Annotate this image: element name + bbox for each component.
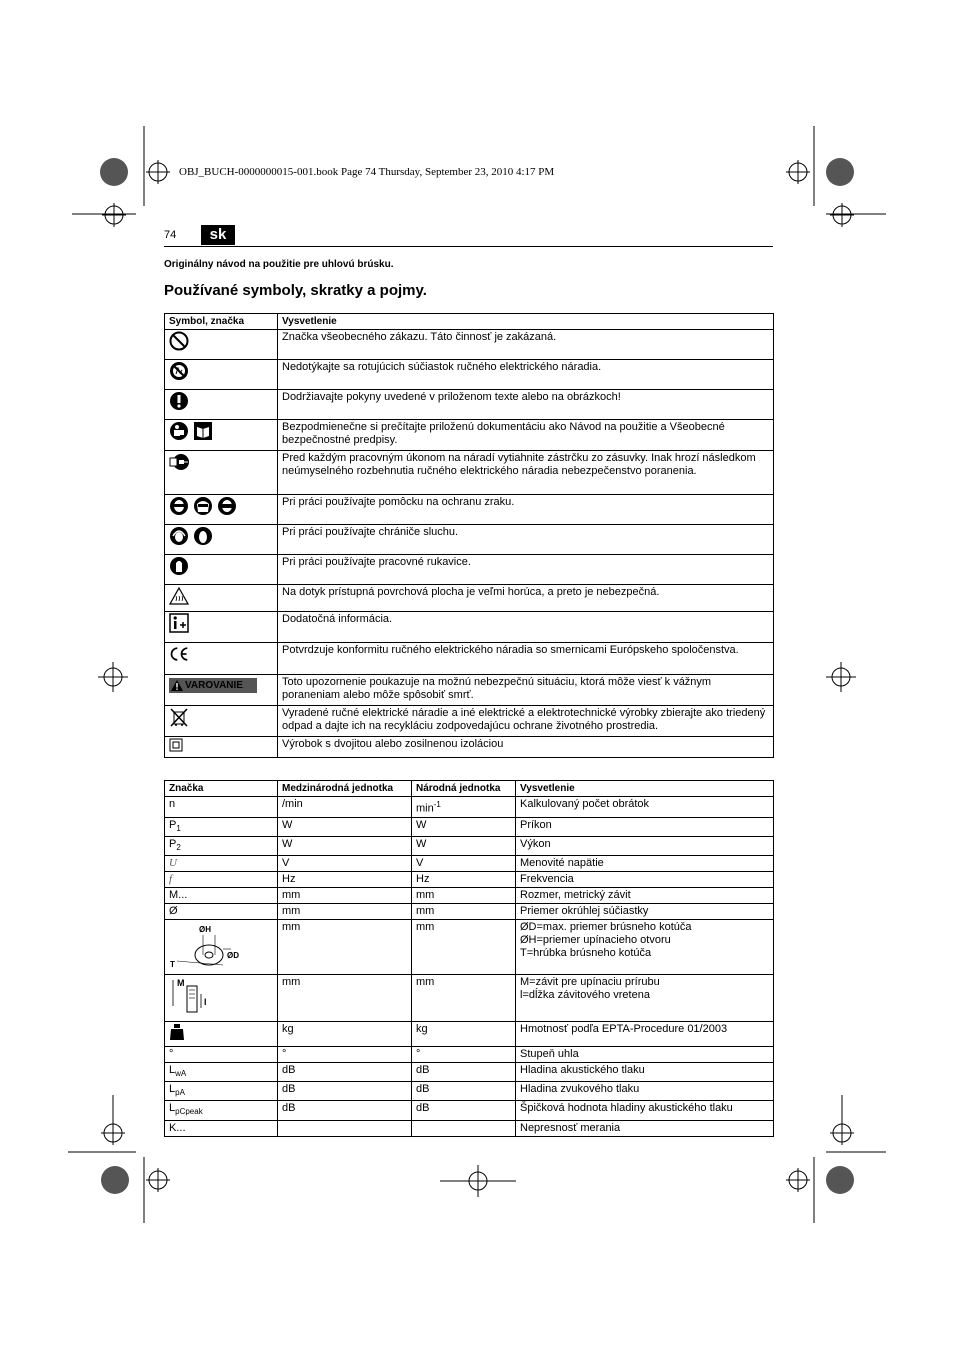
disc-label-thickness: T <box>170 960 175 970</box>
table-row <box>165 888 774 904</box>
table-row <box>165 706 774 737</box>
unit-international: mm <box>278 920 412 975</box>
unit-explanation: Príkon <box>516 817 774 836</box>
unit-symbol-subscript: wA <box>175 1069 187 1079</box>
registration-mark-bottom-right <box>760 1095 890 1230</box>
unit-symbol: K... <box>165 1120 278 1136</box>
table-row <box>165 1022 774 1047</box>
unit-explanation: Frekvencia <box>516 872 774 888</box>
unit-international: mm <box>278 975 412 1022</box>
units-table <box>164 780 774 1137</box>
symbols-header-explanation: Vysvetlenie <box>278 314 774 330</box>
ce-mark-icon <box>169 644 189 664</box>
units-header-international: Medzinárodná jednotka <box>278 781 412 797</box>
unit-symbol: L <box>169 1083 176 1096</box>
unit-symbol: Ø <box>165 904 278 920</box>
table-row <box>165 975 774 1022</box>
table-row <box>165 555 774 585</box>
unit-explanation: Hladina zvukového tlaku <box>516 1082 774 1101</box>
table-row <box>165 817 774 836</box>
registration-mark-top-right <box>760 120 890 240</box>
unit-symbol: ° <box>165 1047 278 1063</box>
unit-explanation: Kalkulovaný počet obrátok <box>516 797 774 818</box>
unit-international <box>278 1120 412 1136</box>
unit-explanation: T=hrúbka brúsneho kotúča <box>520 947 652 960</box>
unit-international: dB <box>278 1082 412 1101</box>
unit-explanation: Špičková hodnota hladiny akustického tlaku <box>516 1101 774 1120</box>
unit-international: kg <box>278 1022 412 1047</box>
unit-international: dB <box>278 1101 412 1120</box>
table-row <box>165 856 774 872</box>
table-row <box>165 330 774 360</box>
table-row <box>165 920 774 975</box>
ear-muffs-icon <box>193 526 213 546</box>
unplug-icon <box>169 452 189 472</box>
unit-symbol: P <box>169 818 177 831</box>
book-icon <box>193 421 213 441</box>
unit-international: Hz <box>278 872 412 888</box>
unit-explanation: l=dĺžka závitového vretena <box>520 989 650 1002</box>
header-rule <box>164 246 773 247</box>
table-row <box>165 390 774 420</box>
unit-national: mm <box>412 904 516 920</box>
symbol-explanation: Pri práci používajte chrániče sluchu. <box>278 525 774 555</box>
eye-protection-icon <box>169 496 189 516</box>
unit-international: ° <box>278 1047 412 1063</box>
unit-symbol-subscript: pA <box>175 1088 185 1098</box>
symbol-explanation: Potvrdzuje konformitu ručného elektrického náradia so smernicami Európskeho spoločenstva. <box>278 643 774 675</box>
unit-symbol: U <box>165 856 278 872</box>
table-row <box>165 643 774 675</box>
hot-surface-icon <box>169 586 189 606</box>
table-row <box>165 420 774 451</box>
unit-symbol-subscript: 2 <box>176 843 181 853</box>
mandatory-icon <box>169 391 189 411</box>
table-row <box>165 675 774 706</box>
unit-international: V <box>278 856 412 872</box>
unit-international: dB <box>278 1063 412 1082</box>
registration-mark-top-left <box>60 120 180 240</box>
unit-symbol: n <box>165 797 278 818</box>
section-title: Používané symboly, skratky a pojmy. <box>164 282 427 299</box>
table-row <box>165 836 774 855</box>
symbol-explanation: Bezpodmienečne si prečítajte priloženú dokumentáciu ako Návod na použitie a Všeobecné bezpečnostné predpisy. <box>278 420 774 451</box>
symbol-explanation: Značka všeobecného zákazu. Táto činnosť je zakázaná. <box>278 330 774 360</box>
goggles-icon <box>217 496 237 516</box>
disc-label-bore: ØH <box>199 925 211 935</box>
symbol-explanation: Pri práci používajte pracovné rukavice. <box>278 555 774 585</box>
unit-explanation: M=závit pre upínaciu prírubu <box>520 976 660 989</box>
thread-label-m: M <box>177 978 185 989</box>
table-row <box>165 585 774 612</box>
symbols-table <box>164 313 774 758</box>
book-header-line: OBJ_BUCH-0000000015-001.book Page 74 Thursday, September 23, 2010 4:17 PM <box>179 166 555 178</box>
warning-triangle-icon <box>171 680 183 691</box>
symbol-explanation: Pred každým pracovným úkonom na náradí vytiahnite zástrčku zo zásuvky. Inak hrozí následkom neúmyselného rozbehnutia ručného elektrického náradia nebezpečenstvo poranenia. <box>278 451 774 495</box>
unit-explanation: Hladina akustického tlaku <box>516 1063 774 1082</box>
units-header-symbol: Značka <box>165 781 278 797</box>
unit-national: ° <box>412 1047 516 1063</box>
unit-symbol: M... <box>165 888 278 904</box>
warning-label-text: VAROVANIE <box>185 680 243 691</box>
unit-symbol: L <box>169 1064 176 1077</box>
unit-explanation: Hmotnosť podľa EPTA-Procedure 01/2003 <box>516 1022 774 1047</box>
unit-explanation: Rozmer, metrický závit <box>516 888 774 904</box>
unit-national: dB <box>412 1063 516 1082</box>
units-header-explanation: Vysvetlenie <box>516 781 774 797</box>
unit-international: mm <box>278 888 412 904</box>
table-row <box>165 904 774 920</box>
table-row <box>165 1047 774 1063</box>
unit-national: mm <box>412 920 516 975</box>
face-shield-icon <box>193 496 213 516</box>
prohibition-icon <box>169 331 189 351</box>
unit-symbol: P <box>169 837 177 850</box>
unit-explanation: Nepresnosť merania <box>516 1120 774 1136</box>
unit-national: W <box>412 817 516 836</box>
registration-mark-mid-right <box>815 655 875 705</box>
language-badge: sk <box>201 225 235 245</box>
thread-label-l: l <box>204 997 207 1008</box>
registration-mark-mid-left <box>80 655 140 705</box>
table-row <box>165 1101 774 1120</box>
unit-national-exponent: -1 <box>433 800 441 809</box>
unit-international: W <box>278 817 412 836</box>
read-manual-icon <box>169 421 189 441</box>
gloves-icon <box>169 556 189 576</box>
unit-symbol-subscript: pCpeak <box>175 1107 203 1117</box>
warning-label-icon <box>169 678 257 693</box>
registration-mark-bottom-center <box>440 1165 520 1205</box>
weee-bin-icon <box>169 707 189 727</box>
symbol-explanation: Dodatočná informácia. <box>278 612 774 643</box>
unit-national: W <box>412 836 516 855</box>
table-row <box>165 1120 774 1136</box>
table-row <box>165 1063 774 1082</box>
unit-national: kg <box>412 1022 516 1047</box>
unit-symbol-subscript: 1 <box>176 823 181 833</box>
unit-explanation: Výkon <box>516 836 774 855</box>
table-row <box>165 612 774 643</box>
unit-national: V <box>412 856 516 872</box>
disc-dimensions-icon <box>169 921 243 969</box>
unit-explanation: ØD=max. priemer brúsneho kotúča <box>520 921 692 934</box>
symbol-explanation: Nedotýkajte sa rotujúcich súčiastok ručného elektrického náradia. <box>278 360 774 390</box>
table-row <box>165 525 774 555</box>
unit-explanation: Stupeň uhla <box>516 1047 774 1063</box>
table-row <box>165 797 774 818</box>
units-header-national: Národná jednotka <box>412 781 516 797</box>
weight-icon <box>169 1023 185 1041</box>
thread-dimensions-icon <box>169 976 213 1016</box>
unit-national <box>412 1120 516 1136</box>
unit-international: mm <box>278 904 412 920</box>
unit-explanation: Priemer okrúhlej súčiastky <box>516 904 774 920</box>
do-not-touch-icon <box>169 361 189 381</box>
ear-protection-icon <box>169 526 189 546</box>
unit-international: /min <box>278 797 412 818</box>
symbol-explanation: Na dotyk prístupná povrchová plocha je veľmi horúca, a preto je nebezpečná. <box>278 585 774 612</box>
unit-national: mm <box>412 975 516 1022</box>
symbol-explanation: Dodržiavajte pokyny uvedené v priloženom texte alebo na obrázkoch! <box>278 390 774 420</box>
unit-symbol: L <box>169 1102 176 1115</box>
unit-national: mm <box>412 888 516 904</box>
symbol-explanation: Toto upozornenie poukazuje na možnú nebezpečnú situáciu, ktorá môže viesť k vážnym poraneniam alebo môže spôsobiť smrť. <box>278 675 774 706</box>
symbols-header-symbol: Symbol, značka <box>165 314 278 330</box>
table-row <box>165 737 774 758</box>
info-icon <box>169 613 189 633</box>
disc-label-diameter: ØD <box>227 951 239 961</box>
symbol-explanation: Pri práci používajte pomôcku na ochranu zraku. <box>278 495 774 525</box>
unit-national: Hz <box>412 872 516 888</box>
unit-national: dB <box>412 1101 516 1120</box>
symbol-explanation: Vyradené ručné elektrické náradie a iné elektrické a elektrotechnické výrobky zbierajte ako triedený odpad a dajte ich na recykláciu zodpovedajúcu ochrane životného prostredia. <box>278 706 774 737</box>
unit-national: min <box>416 802 434 815</box>
document-subtitle: Originálny návod na použitie pre uhlovú brúsku. <box>164 259 394 270</box>
unit-symbol: f <box>165 872 278 888</box>
unit-international: W <box>278 836 412 855</box>
table-row <box>165 872 774 888</box>
double-insulation-icon <box>169 738 183 752</box>
table-row <box>165 451 774 495</box>
table-row <box>165 1082 774 1101</box>
unit-explanation: Menovité napätie <box>516 856 774 872</box>
symbol-explanation: Výrobok s dvojitou alebo zosilnenou izoláciou <box>278 737 774 758</box>
page-number: 74 <box>164 229 177 241</box>
unit-national: dB <box>412 1082 516 1101</box>
table-row <box>165 360 774 390</box>
unit-explanation: ØH=priemer upínacieho otvoru <box>520 934 671 947</box>
table-row <box>165 495 774 525</box>
